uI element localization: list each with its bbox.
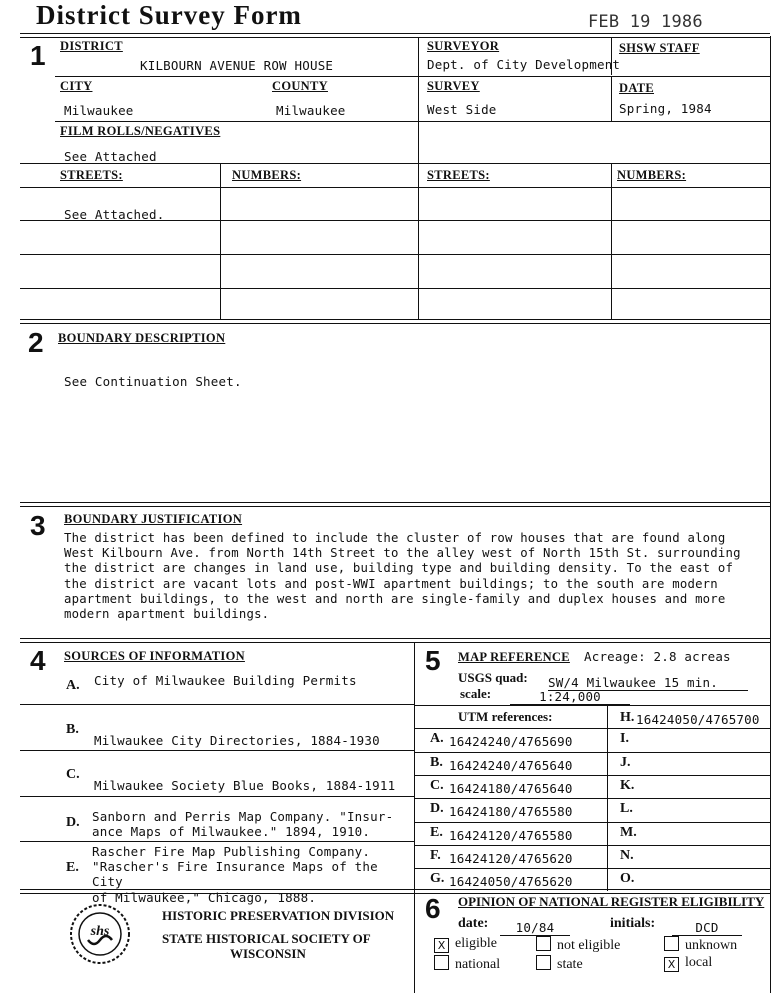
streets-label-left: STREETS: <box>60 168 123 182</box>
utm-left-value: 16424240/4765640 <box>449 757 573 773</box>
utm-left-value: 16424120/4765620 <box>449 850 573 866</box>
boundary-description-value: See Continuation Sheet. <box>64 374 242 389</box>
date-value: Spring, 1984 <box>619 101 712 116</box>
eligibility-option[interactable] <box>434 955 500 973</box>
section-2-number: 2 <box>28 327 44 358</box>
eligibility-option-label: unknown <box>685 938 738 953</box>
initials-label: initials: <box>610 916 656 931</box>
utm-left-letter: B. <box>430 754 443 770</box>
divider <box>414 643 415 993</box>
utm-left-letter: A. <box>430 731 444 747</box>
source-b-letter: B. <box>66 722 79 737</box>
section-rule <box>20 638 770 643</box>
utm-row-rule <box>414 728 770 729</box>
boundary-justification-label: BOUNDARY JUSTIFICATION <box>64 512 243 526</box>
eligibility-option[interactable] <box>536 955 583 973</box>
boundary-description-label: BOUNDARY DESCRIPTION <box>58 331 226 345</box>
usgs-quad-label: USGS quad: <box>458 670 528 685</box>
utm-right-letter: O. <box>620 871 635 887</box>
utm-row-rule <box>414 752 770 753</box>
row-rule <box>20 841 414 842</box>
row-rule <box>20 796 414 797</box>
top-rule <box>20 33 770 38</box>
section-1-number: 1 <box>30 40 46 71</box>
received-date-stamp: FEB 19 1986 <box>588 12 703 32</box>
film-rolls-value: See Attached <box>64 149 157 164</box>
utm-left-value: 16424180/4765640 <box>449 780 573 796</box>
seal-text: shs <box>90 924 110 939</box>
county-label: COUNTY <box>272 79 328 93</box>
city-label: CITY <box>60 79 93 93</box>
section-rule <box>20 319 770 324</box>
scale-label: scale: <box>460 686 492 701</box>
shs-seal-icon <box>68 902 132 966</box>
eligibility-option-label: not eligible <box>557 938 621 953</box>
section-5-number: 5 <box>425 645 441 676</box>
surveyor-label: SURVEYOR <box>427 39 500 53</box>
checkbox-icon[interactable]: X <box>664 957 679 972</box>
row-rule <box>20 220 770 221</box>
eligibility-option[interactable] <box>434 936 497 953</box>
right-edge <box>770 36 771 993</box>
sources-label: SOURCES OF INFORMATION <box>64 649 245 663</box>
utm-left-value: 16424050/4765620 <box>449 874 573 890</box>
checkbox-icon[interactable] <box>536 936 551 951</box>
eligibility-option[interactable] <box>536 936 620 954</box>
source-e-letter: E. <box>66 860 79 875</box>
utm-left-letter: G. <box>430 871 445 887</box>
streets-value: See Attached. <box>64 207 165 222</box>
numbers-label-left: NUMBERS: <box>232 168 302 182</box>
eligibility-option-label: state <box>557 957 583 972</box>
row-rule <box>414 705 770 706</box>
utm-right-letter: H. <box>620 710 635 725</box>
section-3-number: 3 <box>30 510 46 541</box>
row-rule <box>55 121 770 122</box>
eligibility-date-value: 10/84 <box>500 920 570 936</box>
utm-left-letter: E. <box>430 824 443 840</box>
city-value: Milwaukee <box>64 103 134 118</box>
row-rule <box>20 254 770 255</box>
divider <box>611 77 612 121</box>
row-rule <box>55 76 770 77</box>
numbers-label-right: NUMBERS: <box>617 168 687 182</box>
utm-left-value: 16424180/4765580 <box>449 804 573 820</box>
utm-left-letter: C. <box>430 777 444 793</box>
hpd-line-3: WISCONSIN <box>230 946 306 961</box>
source-c-letter: C. <box>66 767 80 782</box>
utm-right-letter: L. <box>620 801 633 817</box>
initials-value: DCD <box>672 920 742 936</box>
divider <box>418 37 419 320</box>
source-e-text: Rascher Fire Map Publishing Company. "Rascher's Fire Insurance Maps of the City of Milwaukee," Chicago, 1888. <box>92 844 378 905</box>
date-label: DATE <box>619 81 655 95</box>
utm-references-label: UTM references: <box>458 709 553 724</box>
film-rolls-label: FILM ROLLS/NEGATIVES <box>60 124 221 138</box>
utm-left-value: 16424120/4765580 <box>449 827 573 843</box>
source-a-text: City of Milwaukee Building Permits <box>94 673 357 688</box>
streets-label-right: STREETS: <box>427 168 490 182</box>
usgs-quad-value: SW/4 Milwaukee 15 min. <box>548 675 748 691</box>
hpd-line-2: STATE HISTORICAL SOCIETY OF <box>162 931 371 946</box>
source-d-text: Sanborn and Perris Map Company. "Insur- ance Maps of Milwaukee." 1894, 1910. <box>92 809 394 840</box>
scale-value: 1:24,000 <box>510 689 630 705</box>
hpd-line-1: HISTORIC PRESERVATION DIVISION <box>162 908 395 923</box>
eligibility-option-label: local <box>685 955 713 970</box>
section-6-number: 6 <box>425 893 441 924</box>
utm-right-value: 16424050/4765700 <box>636 712 760 727</box>
utm-row-rule <box>414 868 770 869</box>
row-rule <box>20 187 770 188</box>
surveyor-value: Dept. of City Development <box>427 57 621 72</box>
acreage-value: Acreage: 2.8 acreas <box>584 649 731 664</box>
utm-row-rule <box>414 845 770 846</box>
divider <box>611 37 612 75</box>
survey-label: SURVEY <box>427 79 480 93</box>
eligibility-option-label: national <box>455 957 501 972</box>
eligibility-option[interactable] <box>664 936 737 954</box>
row-rule <box>20 288 770 289</box>
checkbox-icon[interactable] <box>664 936 679 951</box>
utm-row-rule <box>414 822 770 823</box>
eligibility-date-label: date: <box>458 916 489 931</box>
source-b-text: Milwaukee City Directories, 1884-1930 <box>94 733 380 748</box>
eligibility-label: OPINION OF NATIONAL REGISTER ELIGIBILITY <box>458 894 765 909</box>
map-reference-label: MAP REFERENCE <box>458 650 570 664</box>
row-rule <box>20 704 414 705</box>
section-rule <box>20 502 770 507</box>
utm-left-letter: F. <box>430 847 441 863</box>
section-4-number: 4 <box>30 645 46 676</box>
row-rule <box>20 163 770 164</box>
eligibility-option[interactable] <box>664 955 712 972</box>
checkbox-icon[interactable]: X <box>434 938 449 953</box>
boundary-justification-text: The district has been defined to include the cluster of row houses that are found along West Kilbourn Ave. from North 14th Street to the alley west of North 15th St. surrounding the district are changes in land use, building type and building density. To the east of the district are vacant lots and post-WWI apartment buildings; to the south are modern apartment buildings, to the west and north are single-family and duplex houses and more modern apartment buildings. <box>64 531 741 622</box>
utm-right-letter: K. <box>620 777 635 793</box>
utm-left-value: 16424240/4765690 <box>449 734 573 750</box>
source-c-text: Milwaukee Society Blue Books, 1884-1911 <box>94 778 396 793</box>
district-label: DISTRICT <box>60 39 123 53</box>
row-rule <box>20 750 414 751</box>
shsw-staff-label: SHSW STAFF <box>619 41 700 55</box>
county-value: Milwaukee <box>276 103 346 118</box>
utm-left-letter: D. <box>430 801 444 817</box>
survey-value: West Side <box>427 102 497 117</box>
footer-rule <box>20 889 414 894</box>
form-title: District Survey Form <box>36 0 302 30</box>
checkbox-icon[interactable] <box>434 955 449 970</box>
district-value: KILBOURN AVENUE ROW HOUSE <box>140 58 334 73</box>
source-a-letter: A. <box>66 678 80 693</box>
utm-right-letter: M. <box>620 824 637 840</box>
utm-row-rule <box>414 775 770 776</box>
utm-right-letter: J. <box>620 754 631 770</box>
utm-row-rule <box>414 798 770 799</box>
eligibility-option-label: eligible <box>455 936 497 951</box>
utm-right-letter: I. <box>620 731 629 747</box>
checkbox-icon[interactable] <box>536 955 551 970</box>
utm-right-letter: N. <box>620 847 634 863</box>
source-d-letter: D. <box>66 815 80 830</box>
